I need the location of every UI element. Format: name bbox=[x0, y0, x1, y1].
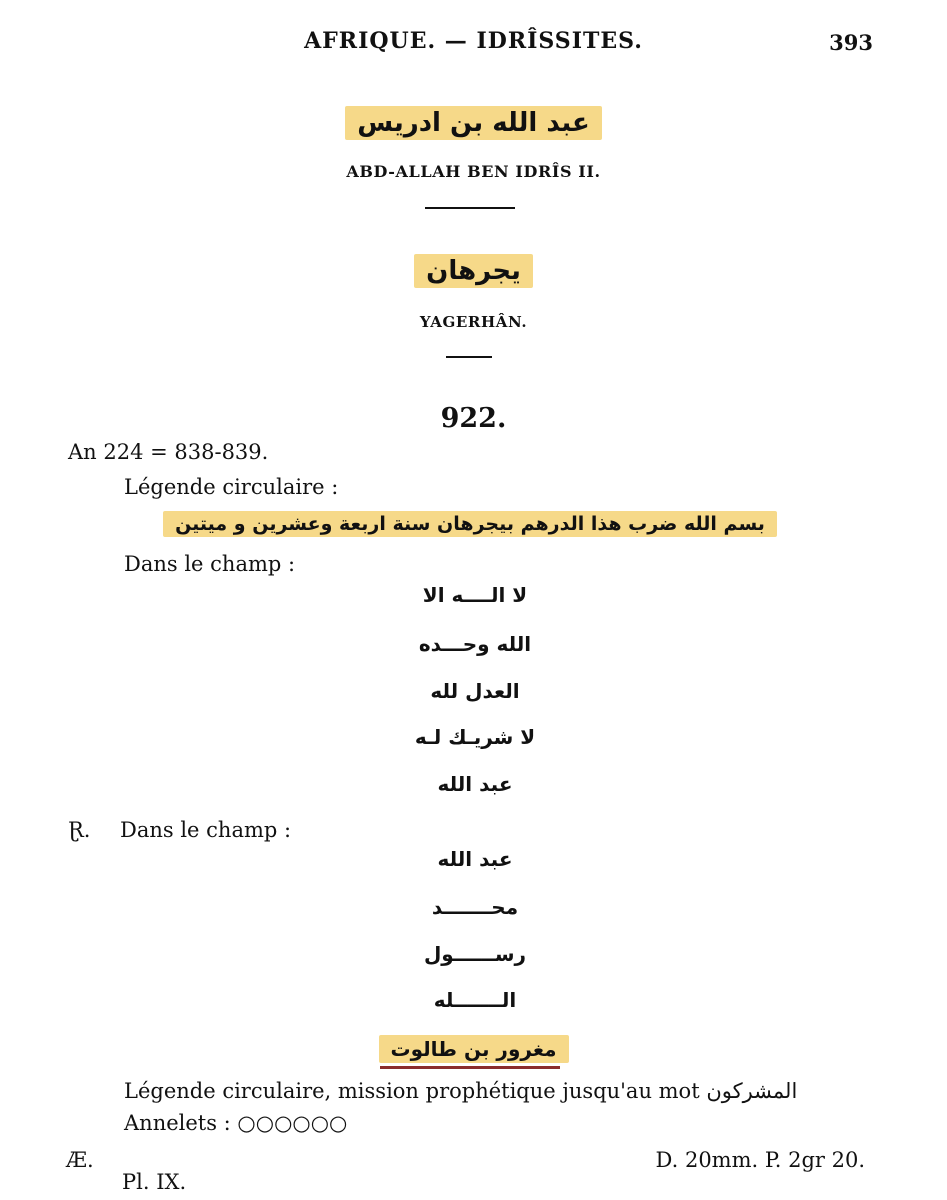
obverse-field-line: الله وحـــده bbox=[418, 632, 532, 656]
annelets-note: Annelets : ○○○○○○ bbox=[124, 1111, 348, 1135]
section-divider bbox=[425, 207, 515, 209]
reverse-field-line: عبد الله bbox=[437, 847, 513, 871]
obverse-field-line: لا الــــه الا bbox=[422, 583, 528, 607]
reverse-mark: Ɽ. bbox=[68, 818, 91, 842]
metal-mark: Æ. bbox=[66, 1148, 94, 1172]
mint-arabic-name: يجرهان bbox=[414, 254, 533, 288]
ruler-arabic-name-block bbox=[0, 108, 947, 138]
coin-date: An 224 = 838-839. bbox=[68, 440, 269, 464]
running-head: AFRIQUE. — IDRÎSSITES. bbox=[304, 28, 643, 54]
obverse-field-line: عبد الله bbox=[437, 772, 513, 796]
obverse-field-line: العدل لله bbox=[430, 679, 520, 703]
section-divider-short bbox=[446, 356, 492, 358]
mint-latin-name: YAGERHÂN. bbox=[419, 313, 528, 331]
reverse-field-line: الـــــــله bbox=[433, 988, 517, 1012]
reverse-name: مغرور بن طالوت bbox=[379, 1035, 569, 1063]
reverse-name-block bbox=[0, 1037, 947, 1061]
arabic-legend-block bbox=[150, 513, 790, 535]
reverse-field-line: محـــــــد bbox=[431, 895, 519, 919]
obverse-field-label: Dans le champ : bbox=[124, 552, 296, 576]
coin-measures: D. 20mm. P. 2gr 20. bbox=[655, 1148, 865, 1172]
arabic-legend: بسم الله ضرب هذا الدرهم بيجرهان سنة اربعة وعشرين و ميتين bbox=[163, 511, 777, 537]
circular-legend-note: Légende circulaire, mission prophétique jusqu'au mot المشركون bbox=[124, 1079, 798, 1103]
plate-reference: Pl. IX. bbox=[122, 1170, 187, 1194]
coin-number: 922. bbox=[440, 403, 507, 434]
name-underline bbox=[380, 1066, 560, 1069]
reverse-field-line: رســــــول bbox=[423, 942, 527, 966]
obverse-field-line: لا شريـك لـه bbox=[414, 725, 536, 749]
legend-label: Légende circulaire : bbox=[124, 475, 339, 499]
ruler-latin-name: ABD-ALLAH BEN IDRÎS II. bbox=[346, 162, 601, 181]
page-number: 393 bbox=[829, 30, 873, 55]
reverse-field-label: Dans le champ : bbox=[120, 818, 292, 842]
mint-arabic-name-block bbox=[0, 256, 947, 286]
ruler-arabic-name: عبد الله بن ادريس bbox=[345, 106, 602, 140]
